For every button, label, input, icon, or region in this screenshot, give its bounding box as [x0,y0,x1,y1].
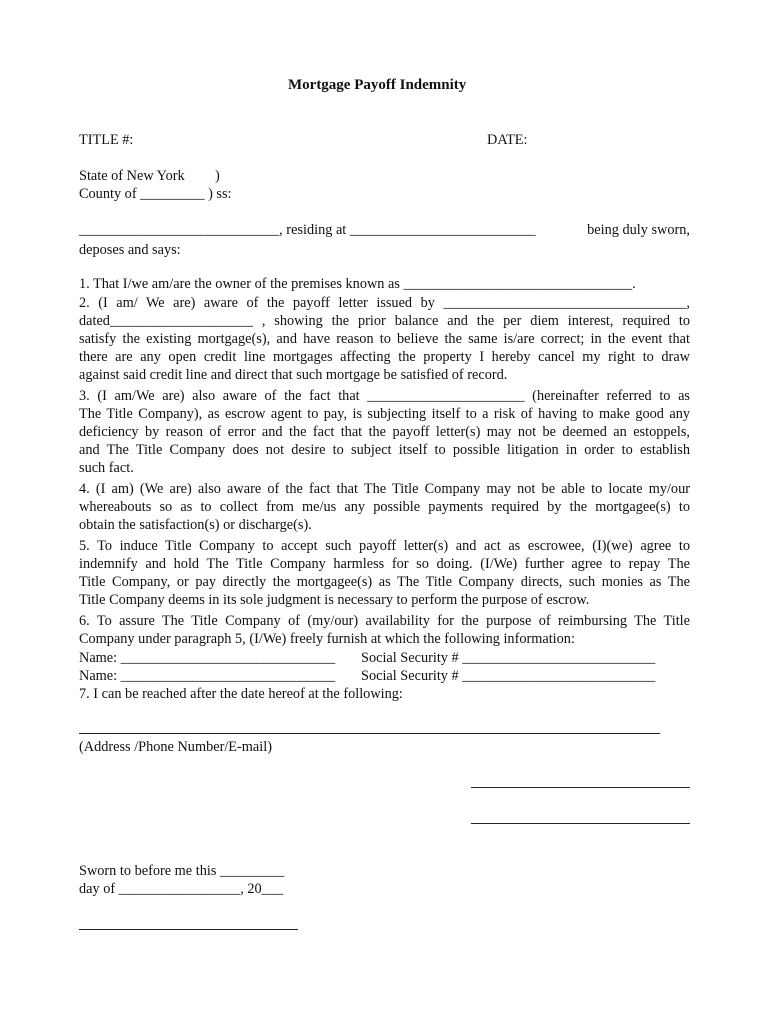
affiant-sworn-text: being duly sworn, [583,222,690,238]
venue-county: County of _________ ) ss: [79,186,232,202]
affiant-line [79,221,690,239]
paragraph-4-line: obtain the satisfaction(s) or discharge(s). [79,517,312,533]
affiant-residing-text: , residing at [279,222,350,238]
premises-blank[interactable]: ________________________________. [403,276,636,292]
address-line[interactable] [79,733,660,734]
affiant-deposes: deposes and says: [79,242,181,258]
affiant-address-blank[interactable]: __________________________ [349,222,536,238]
paragraph-1 [79,275,636,293]
document-title: Mortgage Payoff Indemnity [288,77,467,93]
paragraph-5-line: Title Company deems in its sole judgment is necessary to perform the purpose of escrow. [79,592,590,608]
address-caption: (Address /Phone Number/E-mail) [79,739,272,755]
paragraph-5-line: Title Company, or pay directly the mortgagee(s) as The Title Company directs, such monies as The [79,574,690,590]
paragraph-3-line: 3. (I am/We are) also aware of the fact that ______________________ (hereinafter referred to as [79,388,690,404]
date-label: DATE: [487,132,528,148]
paragraph-6-line: 6. To assure The Title Company of (my/our) availability for the purpose of reimbursing The Title [79,613,690,629]
paragraph-2-line: 2. (I am/ We are) aware of the payoff letter issued by __________________________________, [79,295,690,311]
title-number-label: TITLE #: [79,132,134,148]
paragraph-1-text: 1. That I/we am/are the owner of the premises known as [79,276,404,292]
venue-paren: ) [215,168,220,184]
paragraph-5-line: indemnify and hold The Title Company harmless for so doing. (I/We) further agree to repay The [79,556,690,572]
name-field-2[interactable]: Name: ______________________________ [79,668,336,684]
paragraph-6-line: Company under paragraph 5, (I/We) freely furnish at which the following information: [79,631,575,647]
notary-signature-line[interactable] [79,929,298,930]
name-field-1[interactable]: Name: ______________________________ [79,650,336,666]
sworn-line-1: Sworn to before me this _________ [79,863,285,879]
paragraph-3-line: The Title Company), as escrow agent to pay, is subjecting itself to a risk of having to make good any [79,406,690,422]
paragraph-5-line: 5. To induce Title Company to accept such payoff letter(s) and act as escrowee, (I)(we) agree to [79,538,690,554]
ssn-field-2[interactable]: Social Security # ___________________________ [361,668,656,684]
paragraph-3-line: deficiency by reason of error and the fact that the payoff letter(s) may not be deemed an estoppels, [79,424,690,440]
paragraph-3-line: such fact. [79,460,134,476]
paragraph-4-line: 4. (I am) (We are) also aware of the fact that The Title Company may not be able to locate my/our [79,481,690,497]
signature-line-2[interactable] [471,823,690,824]
paragraph-7: 7. I can be reached after the date hereof at the following: [79,686,403,702]
paragraph-3-line: and The Title Company does not desire to subject itself to possible litigation in order to establish [79,442,690,458]
paragraph-2-line: there are any open credit line mortgages affecting the property I hereby cancel my right to draw [79,349,690,365]
sworn-line-2: day of _________________, 20___ [79,881,284,897]
ssn-field-1[interactable]: Social Security # ___________________________ [361,650,656,666]
paragraph-4-line: whereabouts so as to collect from me/us any possible payments required by the mortgagee(s) to [79,499,690,515]
affiant-name-blank[interactable]: ____________________________ [79,222,280,238]
venue-state: State of New York [79,168,185,184]
paragraph-2-line: against said credit line and direct that such mortgage be satisfied of record. [79,367,508,383]
paragraph-2-line: dated____________________ , showing the prior balance and the per diem interest, required to [79,313,690,329]
paragraph-2-line: satisfy the existing mortgage(s), and have reason to believe the same is/are correct; in the event that [79,331,690,347]
signature-line-1[interactable] [471,787,690,788]
